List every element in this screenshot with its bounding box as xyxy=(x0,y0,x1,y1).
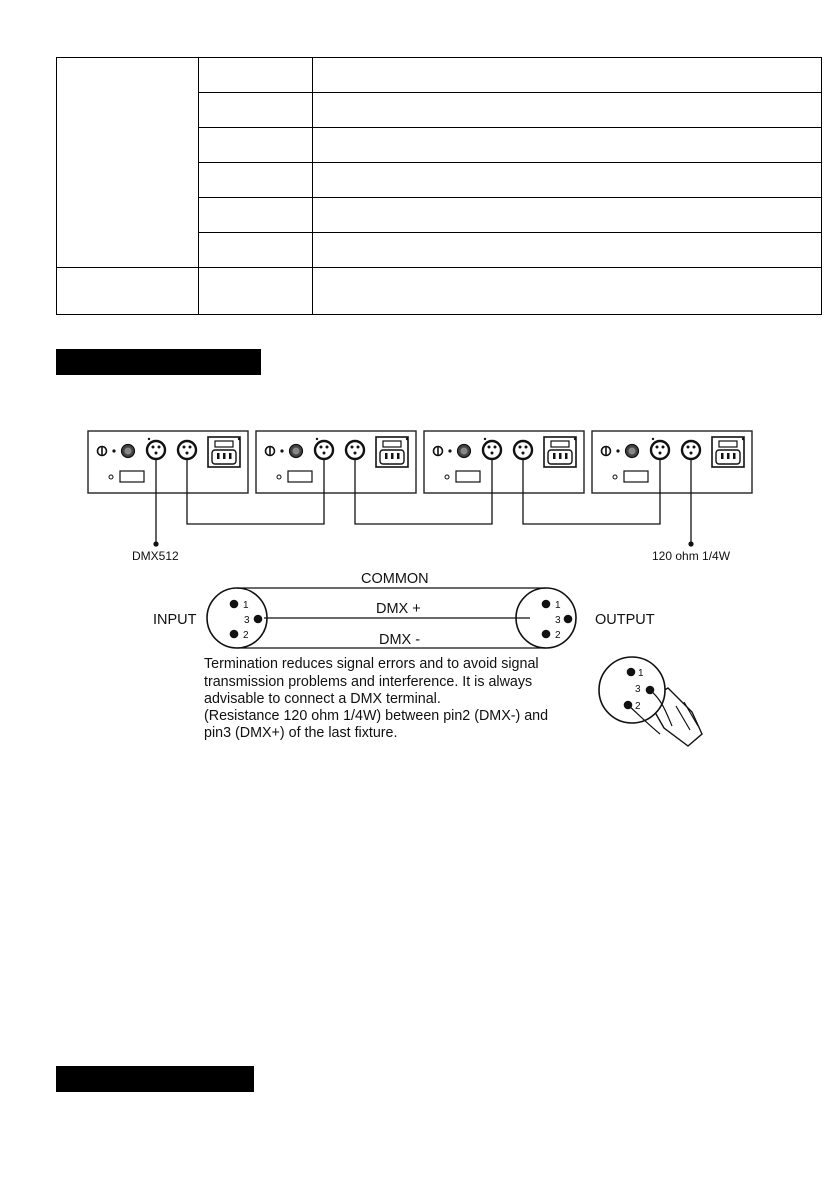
pin-label: 3 xyxy=(244,615,250,626)
pin-label: 1 xyxy=(243,600,249,611)
dot-icon xyxy=(688,541,693,546)
note-line: pin3 (DMX+) of the last fixture. xyxy=(204,725,398,741)
output-label: OUTPUT xyxy=(595,612,655,628)
dmx512-label: DMX512 xyxy=(132,549,179,563)
terminator-label: 120 ohm 1/4W xyxy=(652,549,731,563)
dot-icon xyxy=(153,541,158,546)
note-line: advisable to connect a DMX terminal. xyxy=(204,691,441,707)
termination-note xyxy=(204,656,548,741)
dmx-plus-label: DMX + xyxy=(376,601,421,617)
pin-label: 1 xyxy=(555,600,561,611)
pin-label: 2 xyxy=(635,701,641,712)
fixture-panel xyxy=(592,431,752,493)
pin-label: 2 xyxy=(243,630,249,641)
note-line: Termination reduces signal errors and to avoid signal xyxy=(204,656,539,672)
fixture-panel xyxy=(256,431,416,493)
fixture-panel xyxy=(88,431,248,493)
common-label: COMMON xyxy=(361,571,429,587)
pin-label: 3 xyxy=(555,615,561,626)
dmx-minus-label: DMX - xyxy=(379,632,421,648)
pin-label: 1 xyxy=(638,668,644,679)
input-label: INPUT xyxy=(153,612,197,628)
note-line: transmission problems and interference. It is always xyxy=(204,674,533,690)
pin-label: 2 xyxy=(555,630,561,641)
note-line: (Resistance 120 ohm 1/4W) between pin2 (DMX-) and xyxy=(204,708,549,724)
fixture-panel xyxy=(424,431,584,493)
terminator-plug-icon xyxy=(599,657,702,746)
pin-label: 3 xyxy=(635,684,641,695)
